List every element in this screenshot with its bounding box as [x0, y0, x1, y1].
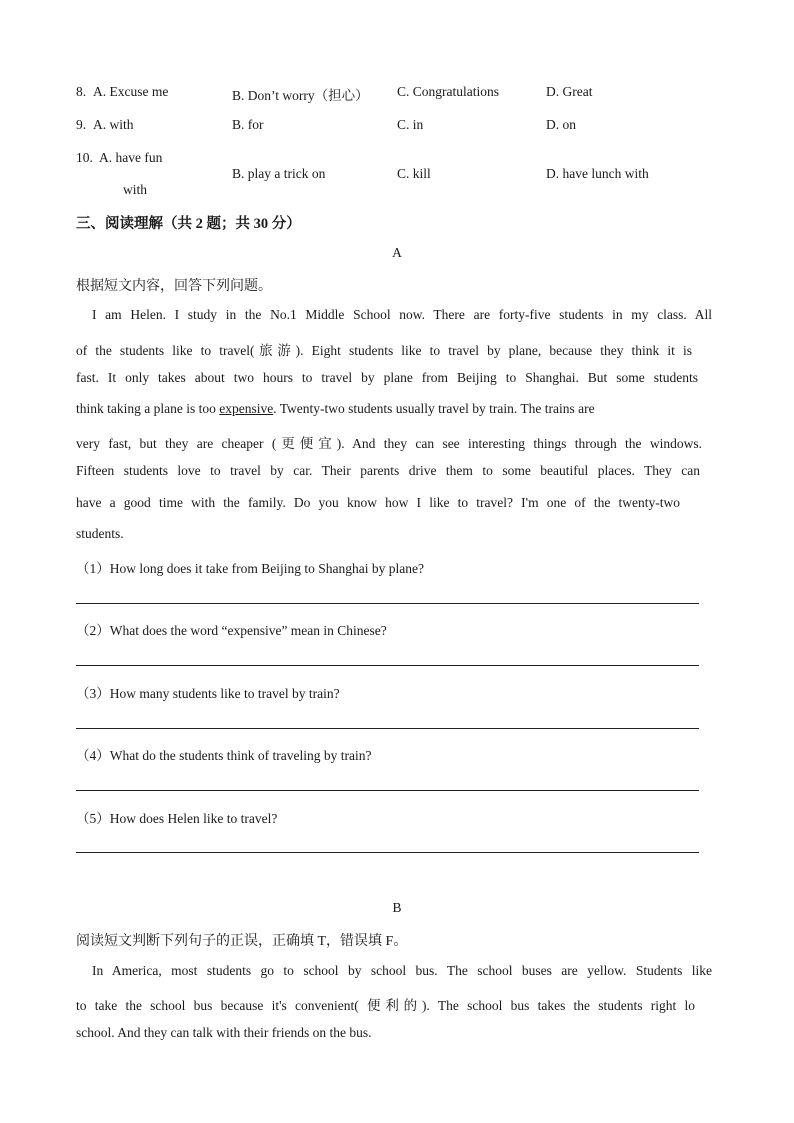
answer-line-5[interactable] — [76, 852, 699, 853]
passage-b-line-3: school. And they can talk with their friends on the bus. — [76, 1025, 372, 1040]
option-a: A. Excuse me — [93, 84, 169, 99]
question-3: （3）How many students like to travel by train? — [76, 686, 340, 701]
question-4: （4）What do the students think of traveling by train? — [76, 748, 372, 763]
answer-line-1[interactable] — [76, 603, 699, 604]
answer-line-3[interactable] — [76, 728, 699, 729]
passage-a-line-8: students. — [76, 526, 124, 541]
option-c: C. Congratulations — [397, 84, 499, 99]
part-b-label: B — [392, 900, 402, 915]
passage-text: . Twenty-two students usually travel by train. The trains are — [273, 401, 595, 416]
passage-a-line-1: I am Helen. I study in the No.1 Middle School now. There are forty-five students in my class. All — [92, 307, 712, 322]
passage-a-line-4 — [76, 401, 692, 417]
passage-a-line-6: Fifteen students love to travel by car. Their parents drive them to some beautiful places. They can — [76, 463, 700, 478]
option-a: A. with — [93, 117, 134, 132]
underlined-word: expensive — [219, 401, 274, 416]
passage-b-line-1: In America, most students go to school by school bus. The school buses are yellow. Students like — [92, 963, 712, 978]
passage-a-line-2: of the students like to travel(旅游). Eight students like to travel by plane, because they think it is — [76, 343, 692, 358]
option-row-10 — [76, 150, 716, 197]
answer-line-2[interactable] — [76, 665, 699, 666]
question-1: （1）How long does it take from Beijing to Shanghai by plane? — [76, 561, 424, 576]
passage-a-line-5: very fast, but they are cheaper (更便宜). And they can see interesting things through the windows. — [76, 436, 702, 451]
option-a: A. have fun — [99, 150, 163, 165]
option-row-9 — [76, 117, 716, 137]
part-a-instruction: 根据短文内容，回答下列问题。 — [76, 279, 272, 294]
answer-line-4[interactable] — [76, 790, 699, 791]
option-b: B. play a trick on — [232, 166, 326, 181]
option-b: B. for — [232, 117, 264, 132]
section-title: 三、阅读理解（共 2 题；共 30 分） — [76, 216, 301, 232]
option-a-continued: with — [123, 182, 148, 197]
part-b-instruction: 阅读短文判断下列句子的正误，正确填 T，错误填 F。 — [76, 934, 408, 949]
question-5: （5）How does Helen like to travel? — [76, 811, 278, 826]
option-d: D. Great — [546, 84, 593, 99]
question-2: （2）What does the word “expensive” mean in Chinese? — [76, 623, 387, 638]
option-c: C. in — [397, 117, 424, 132]
question-number: 9. — [76, 117, 87, 132]
passage-b-line-2: to take the school bus because it's convenient( 便利的). The school bus takes the students right lo — [76, 998, 695, 1013]
passage-a-line-7: have a good time with the family. Do you know how I like to travel? I'm one of the twenty-two — [76, 495, 680, 510]
passage-text: think taking a plane is too — [76, 401, 216, 416]
question-number: 10. — [76, 150, 93, 165]
option-d: D. on — [546, 117, 576, 132]
part-a-label: A — [392, 245, 402, 260]
option-d: D. have lunch with — [546, 166, 649, 181]
passage-a-line-3: fast. It only takes about two hours to travel by plane from Beijing to Shanghai. But some students — [76, 370, 698, 385]
option-row-8 — [76, 84, 716, 104]
option-c: C. kill — [397, 166, 431, 181]
question-number: 8. — [76, 84, 87, 99]
option-b: B. Don’t worry（担心） — [232, 88, 369, 103]
